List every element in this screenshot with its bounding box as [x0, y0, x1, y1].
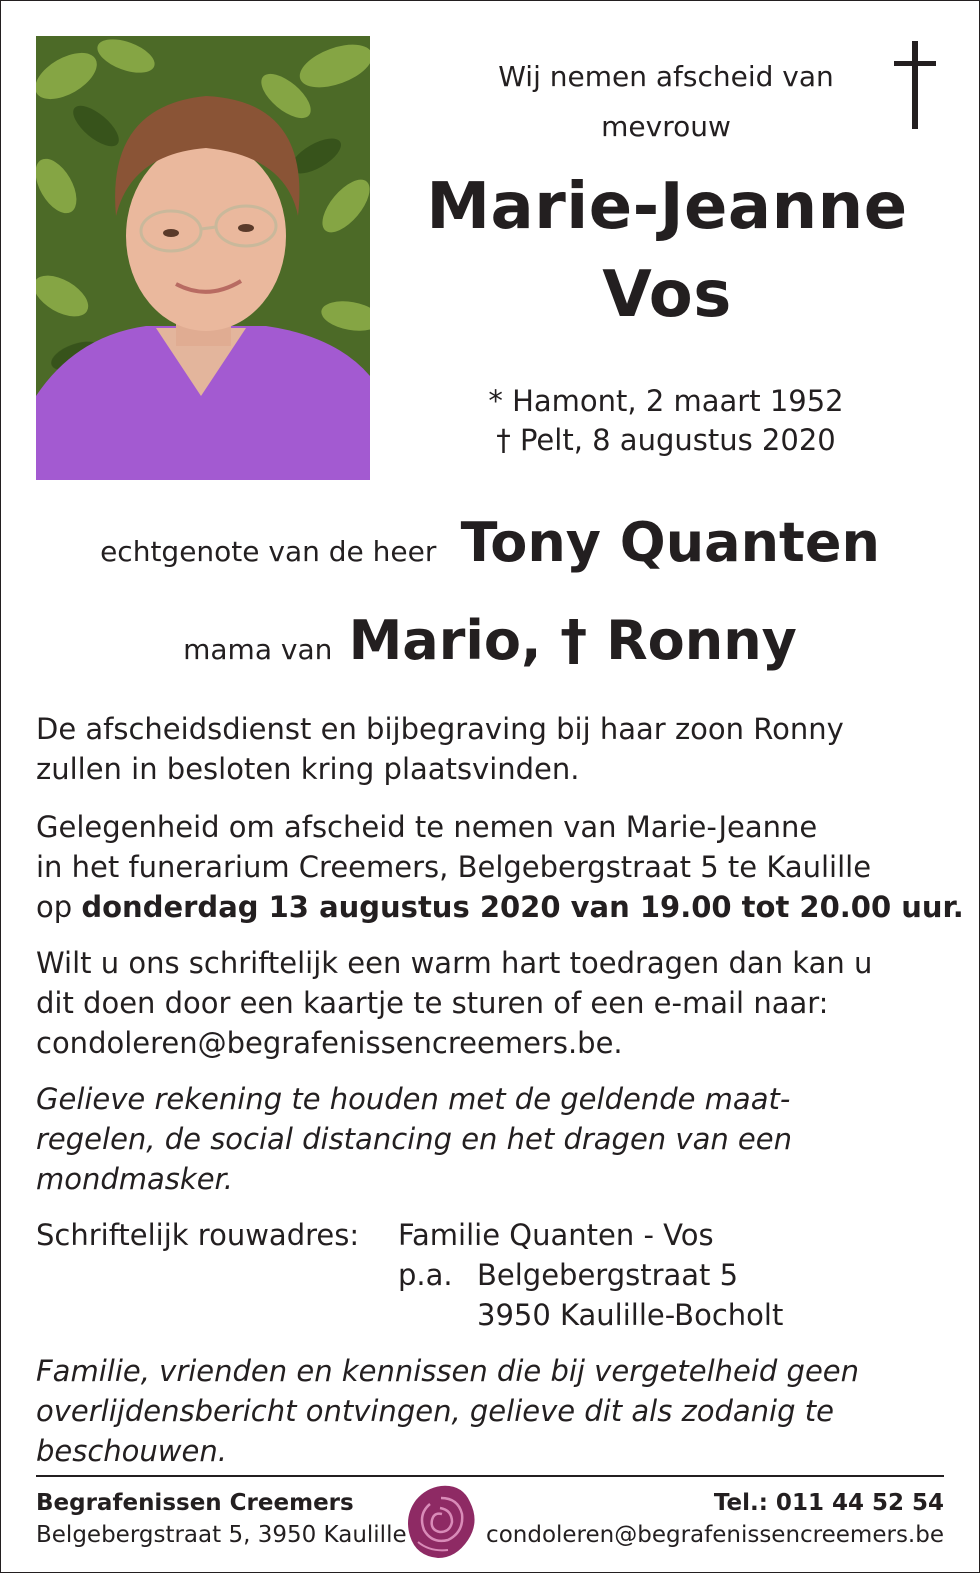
- company-phone: Tel.: 011 44 52 54: [713, 1490, 944, 1516]
- paragraph-line: mondmasker.: [36, 1162, 234, 1196]
- paragraph-line: dit doen door een kaartje te sturen of een e-mail naar:: [36, 986, 829, 1020]
- address-street: Belgebergstraat 5: [477, 1258, 739, 1292]
- address-label: Schriftelijk rouwadres:: [36, 1218, 360, 1252]
- address-city: 3950 Kaulille-Bocholt: [477, 1298, 784, 1332]
- paragraph-line: Wilt u ons schriftelijk een warm hart toedragen dan kan u: [36, 946, 873, 980]
- deceased-last-name: Vos: [602, 258, 732, 332]
- notice-paragraph: [36, 1351, 944, 1471]
- footer-divider: [36, 1475, 944, 1477]
- intro-line: Wij nemen afscheid van: [498, 60, 834, 93]
- service-paragraph: [36, 709, 944, 789]
- visitation-prefix: op: [36, 890, 73, 924]
- paragraph-line: regelen, de social distancing en het dragen van een: [36, 1122, 792, 1156]
- paragraph-line: Familie, vrienden en kennissen die bij vergetelheid geen: [36, 1354, 860, 1388]
- visitation-datetime: donderdag 13 augustus 2020 van 19.00 tot 20.00 uur.: [81, 890, 964, 924]
- spouse-line: [1, 511, 979, 574]
- children-names: Mario, † Ronny: [348, 609, 797, 672]
- paragraph-line: overlijdensbericht ontvingen, gelieve dit als zodanig te: [36, 1394, 834, 1428]
- spouse-lead: echtgenote van de heer: [100, 535, 437, 568]
- visitation-paragraph: [36, 807, 964, 927]
- portrait-photo: [36, 36, 370, 480]
- measures-paragraph: [36, 1079, 944, 1199]
- birth-date: * Hamont, 2 maart 1952: [488, 384, 844, 418]
- portrait-illustration: [36, 36, 370, 480]
- paragraph-line: Gelegenheid om afscheid te nemen van Marie-Jeanne: [36, 810, 818, 844]
- paragraph-line: Gelieve rekening te houden met de geldende maat-: [36, 1082, 791, 1116]
- spouse-name: Tony Quanten: [460, 511, 880, 574]
- company-address: Belgebergstraat 5, 3950 Kaulille: [36, 1522, 407, 1548]
- company-email[interactable]: condoleren@begrafenissencreemers.be: [486, 1522, 944, 1548]
- condolence-paragraph: [36, 943, 944, 1063]
- children-lead: mama van: [183, 633, 333, 666]
- deceased-first-name: Marie-Jeanne: [426, 170, 908, 244]
- condolence-email[interactable]: condoleren@begrafenissencreemers.be.: [36, 1026, 623, 1060]
- rose-logo-icon: [404, 1482, 478, 1562]
- address-pa: p.a.: [398, 1258, 453, 1292]
- paragraph-line: De afscheidsdienst en bijbegraving bij haar zoon Ronny: [36, 712, 844, 746]
- company-name: Begrafenissen Creemers: [36, 1490, 354, 1516]
- children-line: [1, 609, 979, 672]
- paragraph-line: in het funerarium Creemers, Belgebergstraat 5 te Kaulille: [36, 850, 872, 884]
- paragraph-line: [36, 887, 964, 927]
- address-name: Familie Quanten - Vos: [398, 1218, 714, 1252]
- death-date: † Pelt, 8 augustus 2020: [496, 423, 836, 457]
- title-line: mevrouw: [601, 110, 731, 143]
- paragraph-line: zullen in besloten kring plaatsvinden.: [36, 752, 580, 786]
- paragraph-line: beschouwen.: [36, 1434, 227, 1468]
